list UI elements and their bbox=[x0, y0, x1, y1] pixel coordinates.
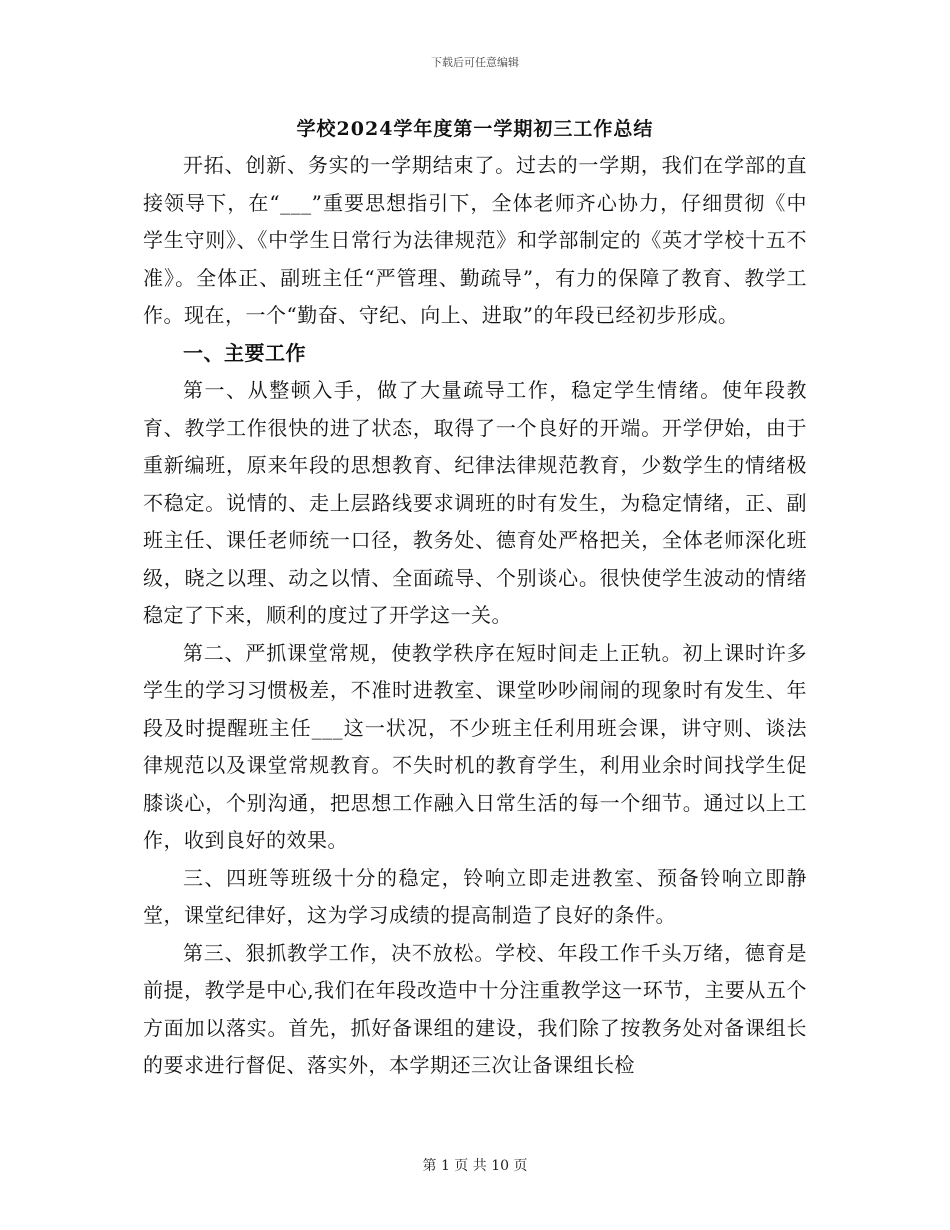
paragraph-first: 第一、从整顿入手，做了大量疏导工作，稳定学生情绪。使年段教育、教学工作很快的进了状态，取得了一个良好的开端。开学伊始，由于重新编班，原来年段的思想教育、纪律法律规范教育，少数学生的情绪极不稳定。说情的、走上层路线要求调班的时有发生，为稳定情绪，正、副班主任、课任老师统一口径，教务处、德育处严格把关，全体老师深化班级，晓之以理、动之以情、全面疏导、个别谈心。很快使学生波动的情绪稳定了下来，顺利的度过了开学这一关。 bbox=[143, 378, 807, 627]
paragraph-second: 第二、严抓课堂常规，使教学秩序在短时间走上正轨。初上课时许多学生的学习习惯极差，不准时进教室、课堂吵吵闹闹的现象时有发生、年段及时提醒班主任___这一状况，不少班主任利用班会课，讲守则、谈法律规范以及课堂常规教育。不失时机的教育学生，利用业余时间找学生促膝谈心，个别沟通，把思想工作融入日常生活的每一个细节。通过以上工作，收到良好的效果。 bbox=[143, 640, 807, 852]
paragraph-third: 第三、狠抓教学工作，决不放松。学校、年段工作千头万绪，德育是前提，教学是中心,我们在年段改造中十分注重教学这一环节，主要从五个方面加以落实。首先，抓好备课组的建设，我们除了按教务处对备课组长的要求进行督促、落实外，本学期还三次让备课组长检 bbox=[143, 940, 807, 1077]
section-heading-main-work: 一、主要工作 bbox=[183, 340, 306, 365]
header-note: 下载后可任意编辑 bbox=[431, 56, 519, 69]
paragraph-intro: 开拓、创新、务实的一学期结束了。过去的一学期，我们在学部的直接领导下，在“___”重要思想指引下，全体老师齐心协力，仔细贯彻《中学生守则》、《中学生日常行为法律规范》和学部制定的《英才学校十五不准》。全体正、副班主任“严管理、勤疏导”，有力的保障了教育、教学工作。现在，一个“勤奋、守纪、向上、进取”的年段已经初步形成。 bbox=[143, 153, 807, 327]
paragraph-classes: 三、四班等班级十分的稳定，铃响立即走进教室、预备铃响立即静堂，课堂纪律好，这为学习成绩的提高制造了良好的条件。 bbox=[143, 865, 807, 927]
document-title: 学校2024学年度第一学期初三工作总结 bbox=[296, 118, 654, 140]
page-number: 第 1 页 共 10 页 bbox=[422, 1158, 528, 1174]
document-body bbox=[143, 147, 807, 1085]
